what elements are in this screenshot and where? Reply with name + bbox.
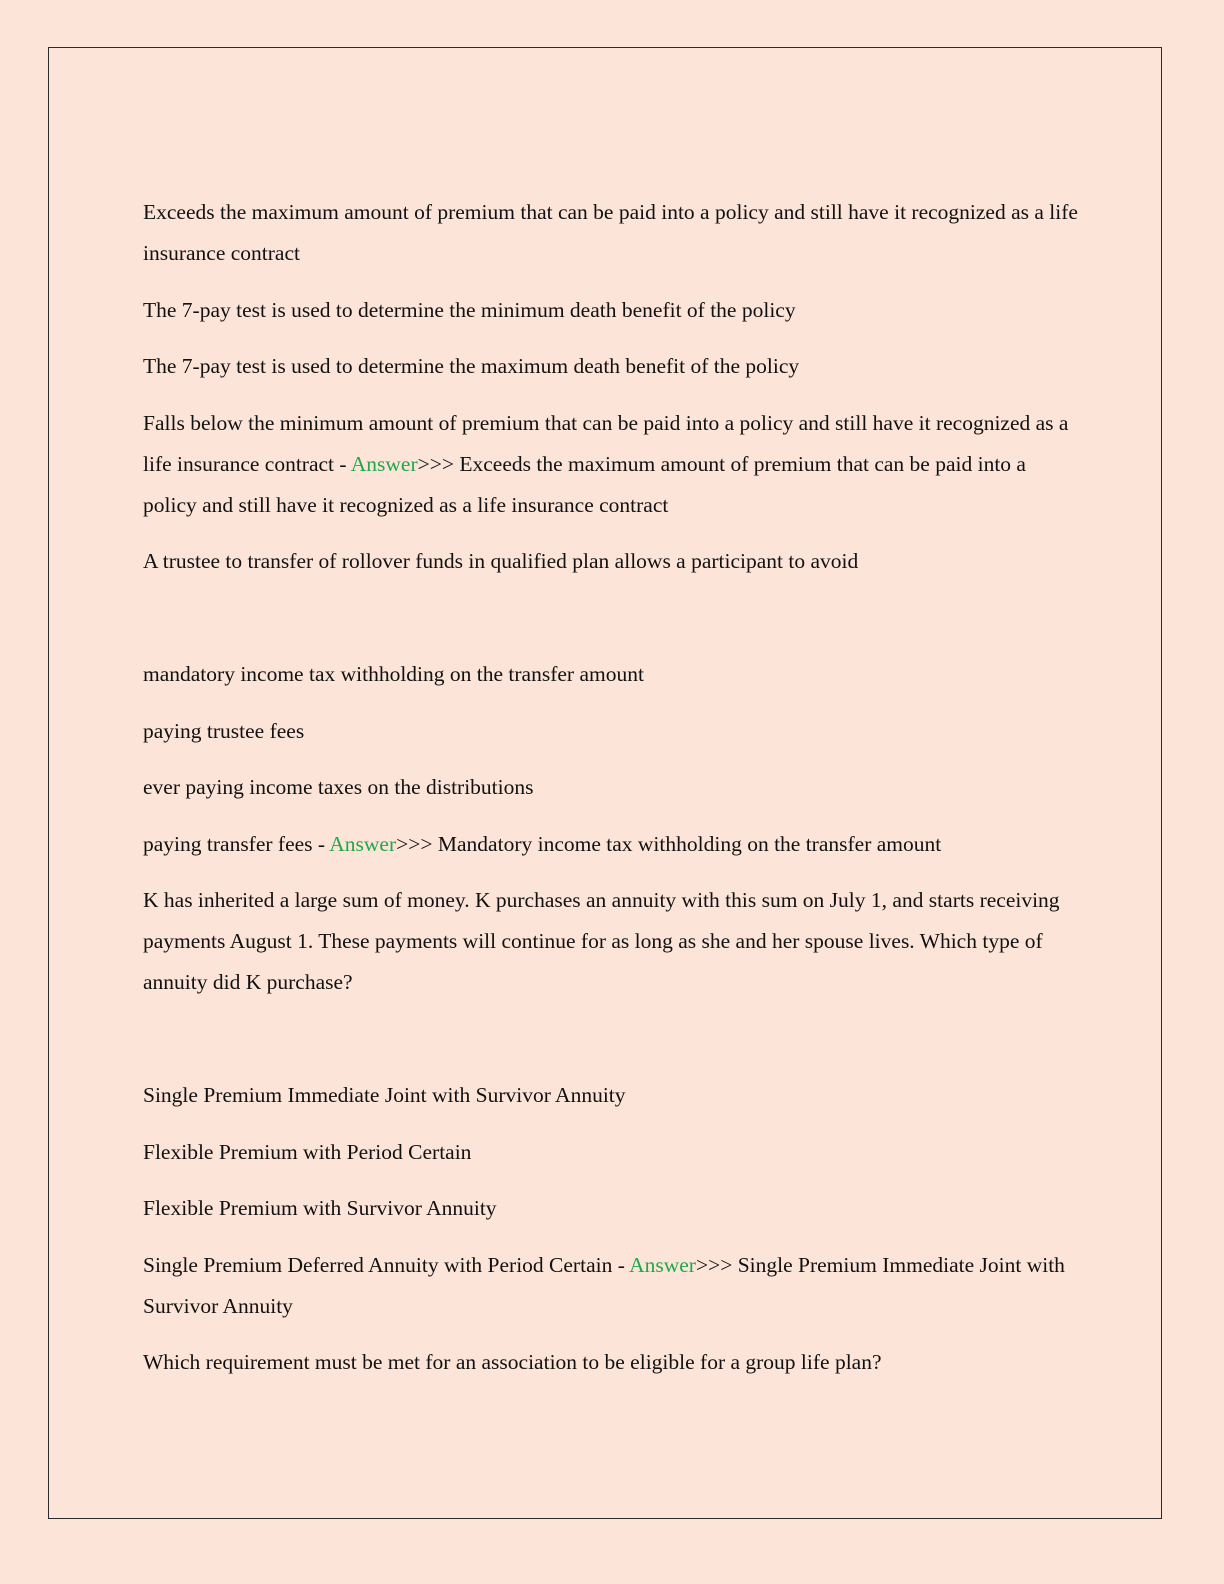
answer-option-with-answer: Falls below the minimum amount of premium that can be paid into a policy and still have it recognized as a life insurance contract - Answer>>> Exceeds the maximum amount of premium that can be paid into a policy and still have it recognized as a life insurance contract: [143, 410, 1069, 517]
spacer: [143, 598, 1083, 639]
answer-option: Single Premium Immediate Joint with Survivor Annuity: [143, 1083, 626, 1107]
spacer: [143, 1019, 1083, 1060]
answer-option-with-answer: paying transfer fees - Answer>>> Mandatory income tax withholding on the transfer amount: [143, 831, 942, 856]
answer-text: >>> Exceeds the maximum amount of premium that can be paid into a policy and still have it recognized as a life insurance contract: [143, 451, 1026, 517]
answer-option-with-answer: Single Premium Deferred Annuity with Period Certain - Answer>>> Single Premium Immediate Joint with Survivor Annuity: [143, 1252, 1065, 1318]
answer-text: >>> Single Premium Immediate Joint with Survivor Annuity: [143, 1252, 1065, 1318]
answer-option: ever paying income taxes on the distributions: [143, 775, 534, 799]
question-text: K has inherited a large sum of money. K purchases an annuity with this sum on July 1, and starts receiving payments August 1. These payments will continue for as long as she and her spouse lives. Which type of annuity did K purchase?: [143, 888, 1060, 994]
document-body: [143, 192, 1083, 1399]
answer-option: The 7-pay test is used to determine the maximum death benefit of the policy: [143, 354, 800, 378]
question-text: Exceeds the maximum amount of premium that can be paid into a policy and still have it recognized as a life insurance contract: [143, 200, 1078, 265]
answer-option: Flexible Premium with Period Certain: [143, 1139, 472, 1164]
answer-text: >>> Mandatory income tax withholding on the transfer amount: [396, 831, 942, 856]
question-text: Which requirement must be met for an association to be eligible for a group life plan?: [143, 1350, 882, 1374]
answer-label: Answer: [350, 451, 418, 476]
answer-label: Answer: [329, 831, 397, 856]
answer-option: Flexible Premium with Survivor Annuity: [143, 1196, 497, 1220]
answer-option: mandatory income tax withholding on the transfer amount: [143, 662, 644, 686]
question-text: A trustee to transfer of rollover funds in qualified plan allows a participant to avoid: [143, 549, 859, 573]
answer-option: paying trustee fees: [143, 718, 305, 743]
answer-option: The 7-pay test is used to determine the minimum death benefit of the policy: [143, 297, 796, 322]
answer-label: Answer: [629, 1252, 696, 1277]
